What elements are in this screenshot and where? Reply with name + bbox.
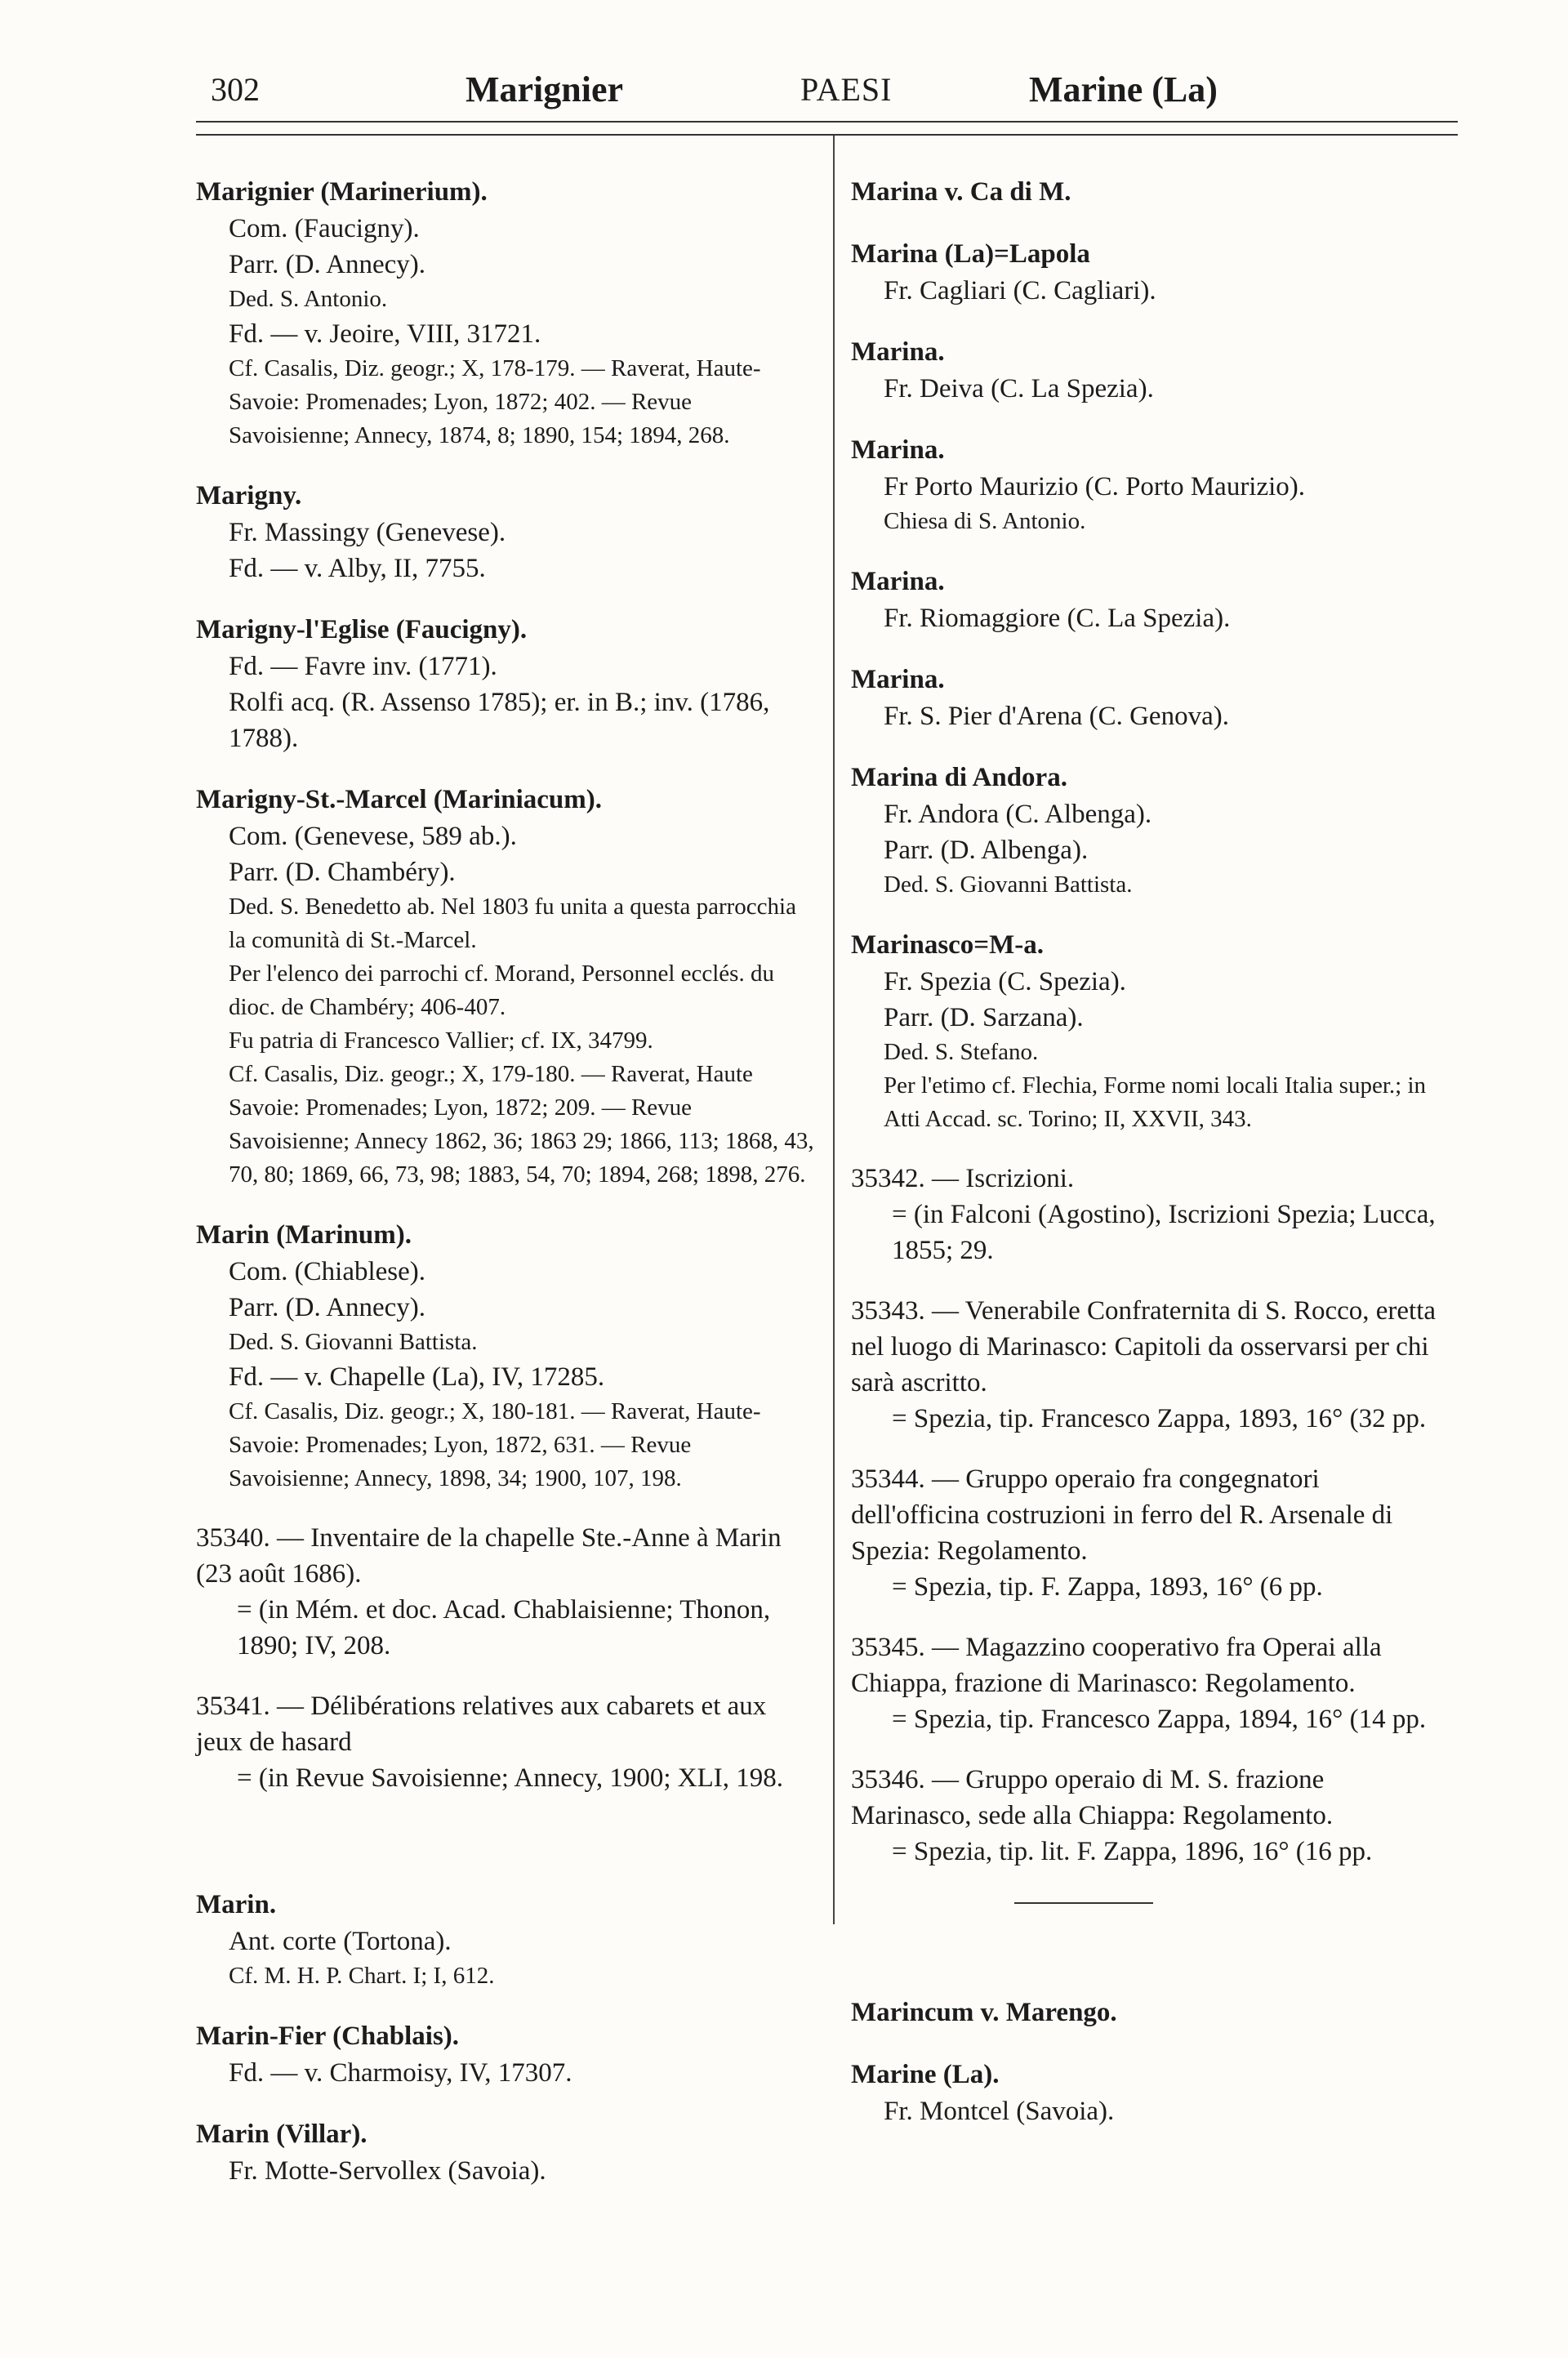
catalog-number-entry: 35343. — Venerabile Confraternita di S. Rocco, eretta nel luogo di Marinasco: Capitoli da osservarsi per chi sarà ascritto. — [851, 1296, 1437, 1397]
entry-note: Cf. Casalis, Diz. geogr.; X, 178-179. — Raverat, Haute-Savoie: Promenades; Lyon, 1872; 402. — Revue Savoisienne; Annecy, 1874, 8; 1890, 154; 1894, 268. — [229, 355, 761, 448]
entry-line: Rolfi acq. (R. Assenso 1785); er. in B.; inv. (1786, 1788). — [229, 688, 770, 753]
entry-heading: Marigny. — [196, 481, 302, 510]
entry-heading: Marigny-l'Eglise (Faucigny). — [196, 615, 528, 644]
entry-line: Fr. Deiva (C. La Spezia). — [884, 374, 1154, 403]
entry-line: Fr. S. Pier d'Arena (C. Genova). — [884, 702, 1229, 731]
entry-line: Parr. (D. Annecy). — [229, 1293, 426, 1322]
entry — [196, 1520, 817, 1664]
entry-line: Com. (Genevese, 589 ab.). — [229, 822, 517, 851]
entry — [196, 2115, 817, 2189]
entry-small-line: Ded. S. Giovanni Battista. — [884, 871, 1133, 898]
entry-line: Fr. Spezia (C. Spezia). — [884, 967, 1126, 996]
right-column — [851, 173, 1447, 2154]
entry-heading: Marin-Fier (Chablais). — [196, 2021, 460, 2051]
entry-citation: = (in Mém. et doc. Acad. Chablaisienne; Thonon, 1890; IV, 208. — [237, 1595, 771, 1660]
entry-small-line: Per l'etimo cf. Flechia, Forme nomi locali Italia super.; in Atti Accad. sc. Torino; II, XXVII, 343. — [884, 1072, 1427, 1132]
spacer — [196, 1821, 817, 1886]
entry — [196, 173, 817, 452]
entry-line: Fr. Motte-Servollex (Savoia). — [229, 2156, 546, 2186]
entry-line: Fd. — v. Jeoire, VIII, 31721. — [229, 319, 541, 349]
entry-heading: Marina v. Ca di M. — [851, 177, 1071, 207]
running-head-left: Marignier — [466, 69, 624, 109]
catalog-number-entry: 35342. — Iscrizioni. — [851, 1164, 1075, 1193]
entry-line: Parr. (D. Albenga). — [884, 836, 1089, 865]
entry — [851, 173, 1447, 211]
entry — [196, 477, 817, 586]
entry — [196, 611, 817, 756]
entry-heading: Marin. — [196, 1890, 277, 1919]
entry — [851, 431, 1447, 538]
entry-heading: Marinasco=M-a. — [851, 930, 1044, 960]
entry-note: Fu patria di Francesco Vallier; cf. IX, 34799. — [229, 1027, 653, 1054]
entry — [851, 333, 1447, 407]
catalog-number-entry: 35340. — Inventaire de la chapelle Ste.-Anne à Marin (23 août 1686). — [196, 1523, 782, 1589]
entry — [851, 235, 1447, 309]
entry-small-line: Ded. S. Giovanni Battista. — [229, 1329, 478, 1355]
entry-line: Parr. (D. Chambéry). — [229, 858, 456, 887]
entry-note: Per l'elenco dei parrochi cf. Morand, Personnel ecclés. du dioc. de Chambéry; 406-407. — [229, 961, 774, 1020]
entry — [851, 1461, 1447, 1605]
catalog-number-entry: 35341. — Délibérations relatives aux cabarets et aux jeux de hasard — [196, 1692, 767, 1757]
entry — [196, 1216, 817, 1495]
entry-citation: = Spezia, tip. F. Zappa, 1893, 16° (6 pp. — [892, 1572, 1323, 1602]
entry-heading: Marina di Andora. — [851, 763, 1067, 792]
entry — [851, 759, 1447, 902]
page-number: 302 — [211, 71, 260, 108]
entry-small-line: Ded. S. Antonio. — [229, 286, 388, 312]
entry-line: Fr. Montcel (Savoia). — [884, 2097, 1115, 2126]
entry-citation: = Spezia, tip. Francesco Zappa, 1894, 16° (14 pp. — [892, 1705, 1427, 1734]
entry-note: Cf. Casalis, Diz. geogr.; X, 179-180. — Raverat, Haute Savoie: Promenades; Lyon, 1872; 209. — Revue Savoisienne; Annecy 1862, 36; 1863 29; 1866, 113; 1868, 43, 70, 80; 1869, 66, 73, 98; 1883, 54, 70; 1894, 268; 1898, 276. — [229, 1061, 814, 1188]
entry — [851, 2056, 1447, 2129]
entry-line: Fd. — v. Chapelle (La), IV, 17285. — [229, 1362, 605, 1392]
entry-heading: Marine (La). — [851, 2060, 1000, 2089]
catalog-number-entry: 35344. — Gruppo operaio fra congegnatori dell'officina costruzioni in ferro del R. Arsenale di Spezia: Regolamento. — [851, 1464, 1393, 1566]
entry-heading: Marignier (Marinerium). — [196, 177, 488, 207]
entry-line: Fr. Riomaggiore (C. La Spezia). — [884, 604, 1231, 633]
entry-heading: Marigny-St.-Marcel (Mariniacum). — [196, 785, 602, 814]
entry — [851, 661, 1447, 734]
running-head-center: PAESI — [800, 71, 893, 108]
header-rule-top — [196, 121, 1458, 123]
page-header — [196, 59, 1454, 116]
entry-small-line: Ded. S. Stefano. — [884, 1039, 1039, 1065]
entry-heading: Marina. — [851, 435, 945, 465]
entry-citation: = (in Falconi (Agostino), Iscrizioni Spezia; Lucca, 1855; 29. — [892, 1200, 1436, 1265]
entry — [196, 2017, 817, 2091]
entry — [851, 1762, 1447, 1870]
entry-line: Fd. — v. Alby, II, 7755. — [229, 554, 486, 583]
entry — [851, 1161, 1447, 1268]
entry-heading: Marin (Marinum). — [196, 1220, 412, 1250]
entry-heading: Marina (La)=Lapola — [851, 239, 1090, 269]
entry-heading: Marincum v. Marengo. — [851, 1998, 1117, 2027]
entry — [851, 926, 1447, 1136]
catalog-number-entry: 35345. — Magazzino cooperativo fra Operai alla Chiappa, frazione di Marinasco: Regolamento. — [851, 1633, 1382, 1698]
entry-line: Parr. (D. Sarzana). — [884, 1003, 1084, 1032]
entry — [196, 781, 817, 1192]
entry-citation: = Spezia, tip. lit. F. Zappa, 1896, 16° (16 pp. — [892, 1837, 1373, 1866]
section-separator — [1014, 1902, 1153, 1904]
left-column — [196, 173, 817, 2213]
entry — [196, 1688, 817, 1796]
entry-line: Com. (Chiablese). — [229, 1257, 426, 1286]
catalog-number-entry: 35346. — Gruppo operaio di M. S. frazione Marinasco, sede alla Chiappa: Regolamento. — [851, 1765, 1334, 1830]
running-head-right: Marine (La) — [1029, 69, 1218, 109]
header-rule-bottom — [196, 134, 1458, 136]
entry — [851, 1629, 1447, 1737]
entry — [851, 563, 1447, 636]
entry — [851, 1994, 1447, 2031]
entry-line: Fr. Andora (C. Albenga). — [884, 800, 1152, 829]
entry-citation: = (in Revue Savoisienne; Annecy, 1900; XLI, 198. — [237, 1763, 784, 1793]
entry-line: Fr. Massingy (Genevese). — [229, 518, 506, 547]
entry-line: Fr. Cagliari (C. Cagliari). — [884, 276, 1156, 305]
entry-heading: Marina. — [851, 567, 945, 596]
entry-heading: Marina. — [851, 337, 945, 367]
entry-heading: Marin (Villar). — [196, 2120, 368, 2149]
entry-note: Cf. Casalis, Diz. geogr.; X, 180-181. — Raverat, Haute-Savoie: Promenades; Lyon, 1872, 631. — Revue Savoisienne; Annecy, 1898, 34; 1900, 107, 198. — [229, 1398, 761, 1491]
entry-line: Fr Porto Maurizio (C. Porto Maurizio). — [884, 472, 1306, 501]
entry-line: Fd. — v. Charmoisy, IV, 17307. — [229, 2058, 572, 2088]
entry — [851, 1293, 1447, 1437]
entry — [196, 1886, 817, 1993]
entry-note: Ded. S. Benedetto ab. Nel 1803 fu unita a questa parrocchia la comunità di St.-Marcel. — [229, 894, 796, 953]
entry-line: Parr. (D. Annecy). — [229, 250, 426, 279]
entry-line: Ant. corte (Tortona). — [229, 1927, 452, 1956]
entry-citation: = Spezia, tip. Francesco Zappa, 1893, 16° (32 pp. — [892, 1404, 1427, 1433]
entry-heading: Marina. — [851, 665, 945, 694]
entry-line: Fd. — Favre inv. (1771). — [229, 652, 497, 681]
entry-small-line: Chiesa di S. Antonio. — [884, 508, 1086, 534]
entry-small-line: Cf. M. H. P. Chart. I; I, 612. — [229, 1963, 495, 1989]
column-divider — [833, 136, 835, 1924]
entry-line: Com. (Faucigny). — [229, 214, 420, 243]
